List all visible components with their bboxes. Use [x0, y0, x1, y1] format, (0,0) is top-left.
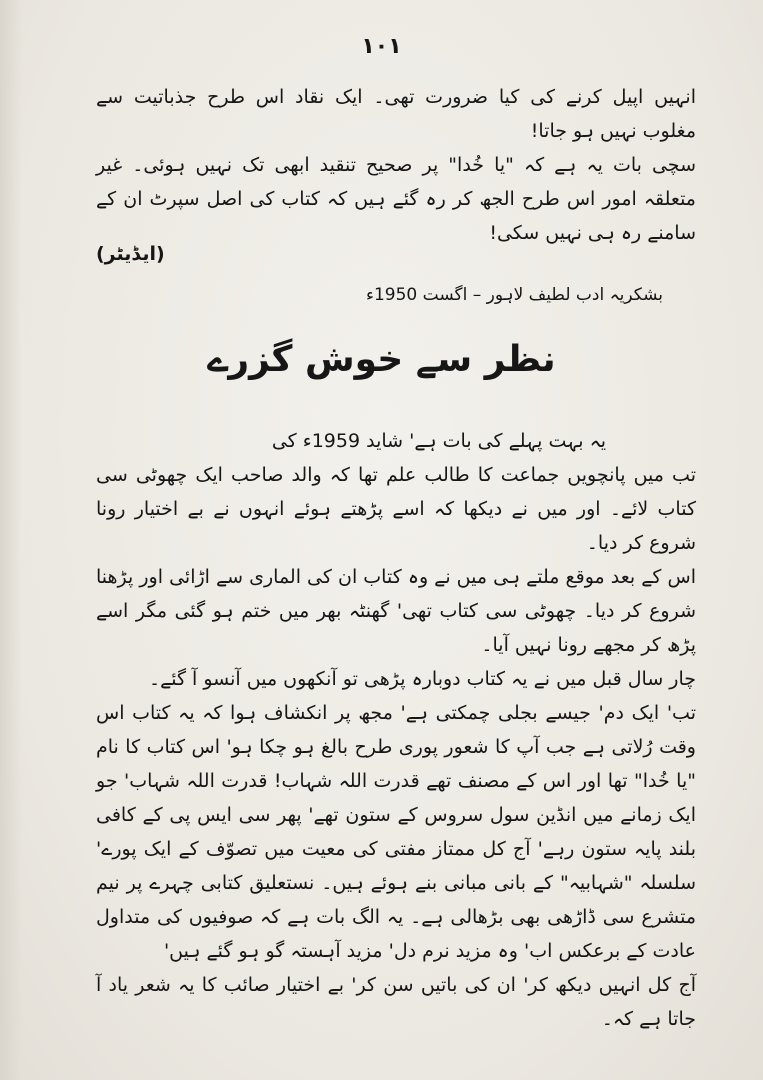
source-credit: بشکریہ ادب لطیف لاہور – اگست 1950ء — [365, 285, 663, 305]
intro-text-block — [96, 80, 696, 250]
page-binding-shadow — [0, 0, 22, 1080]
intro-paragraph: انہیں اپیل کرنے کی کیا ضرورت تھی۔ ایک نقاد اس طرح جذباتیت سے مغلوب نہیں ہو جاتا! — [96, 86, 696, 142]
article-paragraph: یہ بہت پہلے کی بات ہے' شاید 1959ء کی — [271, 430, 606, 452]
article-title: نظر سے خوش گزرے — [207, 339, 556, 380]
editor-signature: (ایڈیٹر) — [96, 243, 165, 265]
article-paragraph: چار سال قبل میں نے یہ کتاب دوبارہ پڑھی تو آنکھوں میں آنسو آ گئے۔ — [148, 668, 696, 690]
intro-paragraph: سچی بات یہ ہے کہ "یا خُدا" پر صحیح تنقید ابھی تک نہیں ہوئی۔ غیر متعلقہ امور اس طرح الجھ کر رہ گئے ہیں کہ کتاب کی اصل سپرٹ ان کے سامنے رہ ہی نہیں سکی! — [96, 154, 696, 244]
article-paragraph: تب میں پانچویں جماعت کا طالب علم تھا کہ والد صاحب ایک چھوٹی سی کتاب لائے۔ اور میں نے دیکھا کہ اسے پڑھتے ہوئے انہوں نے بے اختیار رونا شروع کر دیا۔ — [96, 464, 696, 554]
article-text-block — [96, 424, 696, 1036]
page-number: ۱۰۱ — [361, 34, 402, 59]
article-paragraph: تب' ایک دم' جیسے بجلی چمکتی ہے' مجھ پر انکشاف ہوا کہ یہ کتاب اس وقت رُلاتی ہے جب آپ کا شعور پوری طرح بالغ ہو چکا ہو' اس کتاب کا نام "یا خُدا" تھا اور اس کے مصنف تھے قدرت اللہ شہاب! قدرت اللہ شہاب' جو ایک زمانے میں انڈین سول سروس کے ستون تھے' پھر سی ایس پی کے کافی بلند پایہ ستون رہے' آج کل ممتاز مفتی کی معیت میں تصوّف کے ایک پورے' سلسلہ "شہابیہ" کے بانی مبانی بنے ہوئے ہیں۔ نستعلیق کتابی چہرے پر نیم متشرع سی ڈاڑھی بھی بڑھالی ہے۔ یہ الگ بات ہے کہ صوفیوں کی متداول عادت کے برعکس اب' وہ مزید نرم دل' مزید آہستہ گو ہو گئے ہیں' — [96, 702, 696, 962]
article-paragraph: آج کل انہیں دیکھ کر' ان کی باتیں سن کر' بے اختیار صائب کا یہ شعر یاد آ جاتا ہے کہ۔ — [96, 974, 696, 1030]
article-paragraph: اس کے بعد موقع ملتے ہی میں نے وہ کتاب ان کی الماری سے اڑائی اور پڑھنا شروع کر دیا۔ چھوٹی سی کتاب تھی' گھنٹہ بھر میں ختم ہو گئی مگر اسے پڑھ کر مجھے رونا نہیں آیا۔ — [96, 566, 696, 656]
